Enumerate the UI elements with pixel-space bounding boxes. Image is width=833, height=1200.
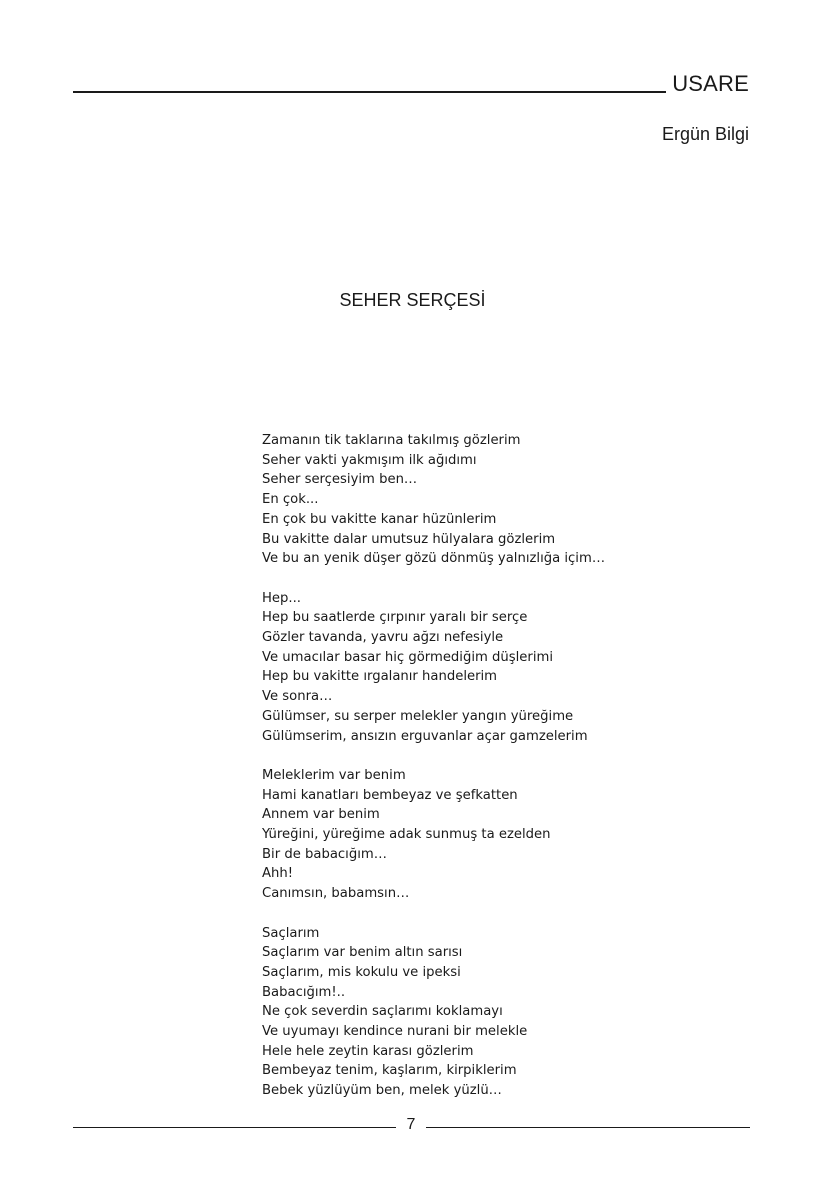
verse-line: Hep bu vakitte ırgalanır handelerim (262, 669, 498, 685)
verse-line: Bu vakitte dalar umutsuz hülyalara gözlerim (262, 531, 556, 547)
verse-line: Seher vakti yakmışım ilk ağıdımı (262, 452, 477, 468)
verse-line: Ahh! (262, 866, 294, 882)
verse-line: Seher serçesiyim ben… (262, 472, 418, 488)
author-name: Ergün Bilgi (661, 124, 749, 144)
stanza-4 (262, 924, 605, 1101)
footer-rule-right (426, 1127, 750, 1128)
poem-body (262, 431, 605, 1101)
verse-line: Canımsın, babamsın… (262, 886, 410, 902)
verse-line: Bembeyaz tenim, kaşlarım, kirpiklerim (262, 1063, 517, 1079)
verse-line: Saçlarım, mis kokulu ve ipeksi (262, 964, 461, 980)
verse-line: Hep bu saatlerde çırpınır yaralı bir serçe (262, 610, 528, 626)
verse-line: En çok... (262, 492, 319, 508)
verse-line: Hami kanatları bembeyaz ve şefkatten (262, 787, 518, 803)
verse-line: Ve sonra… (262, 689, 333, 705)
verse-line: Meleklerim var benim (262, 767, 406, 783)
stanza-1 (262, 431, 605, 569)
poem-title: SEHER SERÇESİ (339, 290, 486, 310)
verse-line: Saçlarım (262, 925, 320, 941)
stanza-3 (262, 766, 605, 904)
verse-line: Annem var benim (262, 807, 380, 823)
verse-line: Hep... (262, 590, 301, 606)
verse-line: Gülümser, su serper melekler yangın yüreğime (262, 708, 574, 724)
verse-line: Ve uyumayı kendince nurani bir melekle (262, 1024, 528, 1040)
verse-line: Ne çok severdin saçlarımı koklamayı (262, 1004, 503, 1020)
verse-line: Yüreğini, yüreğime adak sunmuş ta ezelden (262, 827, 551, 843)
verse-line: Hele hele zeytin karası gözlerim (262, 1043, 474, 1059)
footer-rule-left (73, 1127, 396, 1128)
stanza-2 (262, 589, 605, 747)
verse-line: Bir de babacığım… (262, 846, 387, 862)
verse-line: Gözler tavanda, yavru ağzı nefesiyle (262, 630, 504, 646)
verse-line: Saçlarım var benim altın sarısı (262, 945, 463, 961)
page-number: 7 (406, 1116, 416, 1133)
verse-line: Babacığım!.. (262, 984, 346, 1000)
verse-line: Ve bu an yenik düşer gözü dönmüş yalnızlığa içim… (262, 551, 606, 567)
verse-line: Bebek yüzlüyüm ben, melek yüzlü… (262, 1083, 502, 1099)
verse-line: Zamanın tik taklarına takılmış gözlerim (262, 433, 521, 448)
verse-line: Gülümserim, ansızın erguvanlar açar gamzelerim (262, 728, 588, 744)
header-rule (73, 91, 666, 93)
journal-name: USARE (672, 71, 749, 96)
verse-line: En çok bu vakitte kanar hüzünlerim (262, 511, 497, 527)
verse-line: Ve umacılar basar hiç görmediğim düşlerimi (262, 649, 554, 665)
